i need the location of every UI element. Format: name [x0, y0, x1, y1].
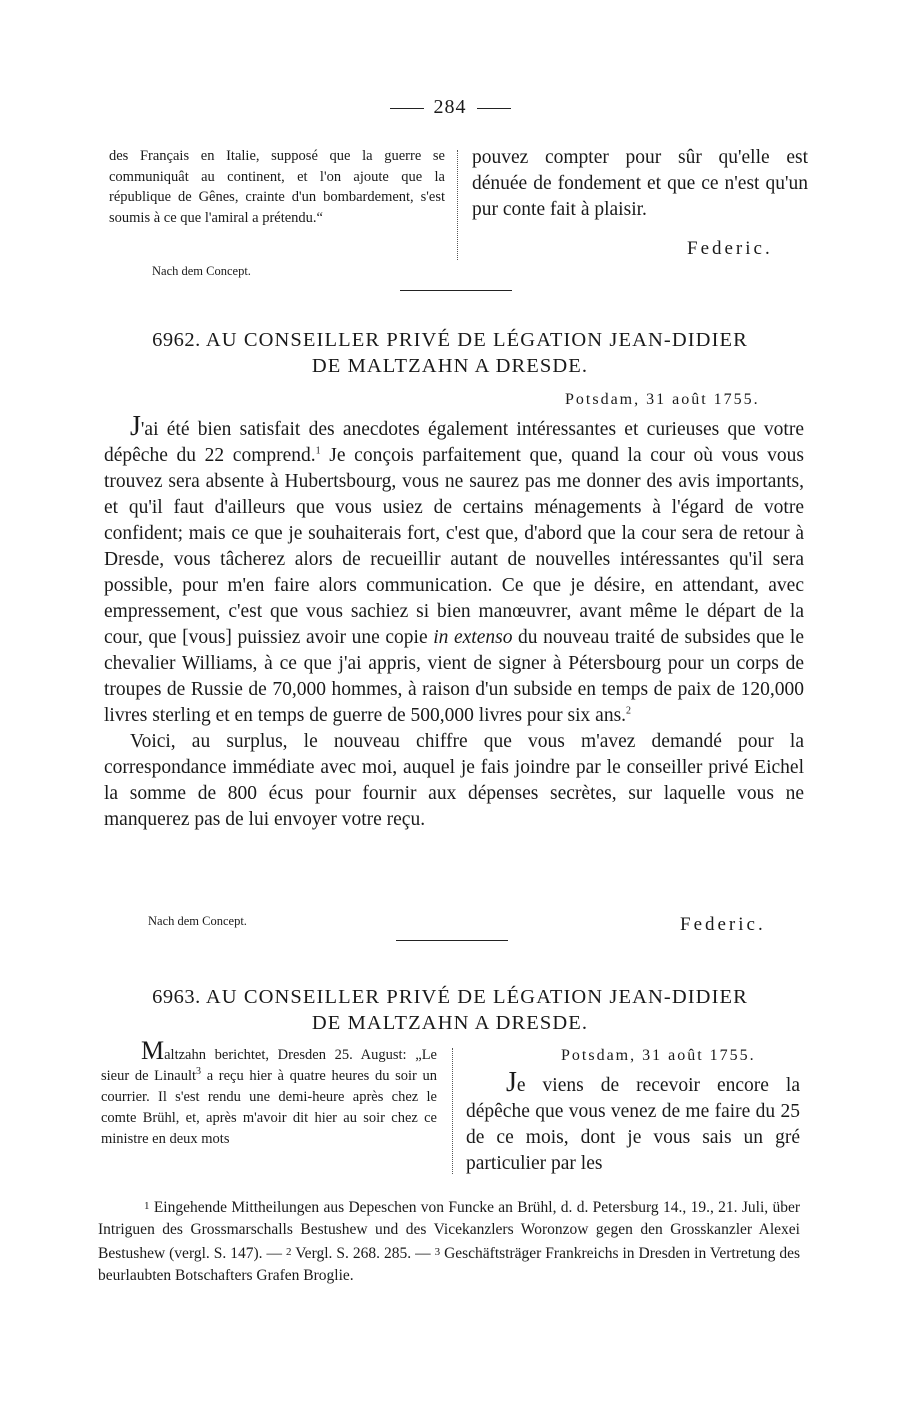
drop-initial: J — [506, 1067, 517, 1098]
page-number-dash-left — [390, 108, 424, 109]
letter-recipient: AU CONSEILLER PRIVÉ DE LÉGATION JEAN-DIDIER — [205, 986, 748, 1008]
separator-rule-1 — [400, 290, 512, 291]
top-right-signature: Federic. — [687, 238, 773, 259]
letter-6963-left-column — [101, 1036, 437, 1150]
top-left-source: Nach dem Concept. — [152, 264, 251, 278]
paragraph-text: 'ai été bien satisfait des anecdotes également intéressantes et curieuses que votre dépêche du 22 comprend. — [104, 419, 804, 466]
letter-6963-heading — [0, 984, 900, 1036]
footnote-number-3: 3 — [434, 1246, 441, 1258]
footnote-marker-3: 3 — [196, 1066, 202, 1078]
letter-recipient: AU CONSEILLER PRIVÉ DE LÉGATION JEAN-DIDIER — [205, 329, 748, 351]
top-right-text: pouvez compter pour sûr qu'elle est dénuée de fondement et que ce n'est qu'un pur conte fait à plaisir. — [472, 147, 808, 220]
footnote-text-3: Geschäftsträger Frankreichs in Dresden in Vertretung des beurlaubten Botschafters Grafen Broglie. — [98, 1245, 800, 1284]
drop-initial: M — [141, 1036, 165, 1065]
separator-rule-2 — [396, 940, 508, 941]
column-text: e viens de recevoir encore la dépêche que vous venez de me faire du 25 de ce mois, dont je vous sais un gré particulier par les — [466, 1075, 800, 1174]
page-number-dash-right — [477, 108, 511, 109]
letter-6962-signature: Federic. — [680, 914, 766, 935]
drop-initial: J — [130, 411, 141, 442]
letter-6962-source: Nach dem Concept. — [148, 914, 247, 928]
paragraph-text: Je conçois parfaitement que, quand la cour où vous vous trouvez sera absente à Hubertsbourg, vous ne saurez pas me donner des avis importants, et qu'il faut d'ailleurs que vous usiez de certains ménagements à l'égard de votre confident; mais ce que je souhaiterais fort, c'est que, d'abord que la cour sera de retour à Dresde, vous tâcherez alors de recueillir autant de nouvelles intéressantes qu'il sera possible, pour m'en faire alors communication. Ce que je désire, en attendant, avec empressement, c'est que vous sachiez si bien manœuvrer, avant même le départ de la cour, que [vous] puissiez avoir une copie — [104, 445, 804, 648]
footnotes — [98, 1195, 800, 1287]
letter-6962-heading-line1 — [0, 327, 900, 353]
letter-number: 6963. — [152, 986, 201, 1008]
footnote-number-2: 2 — [286, 1246, 292, 1258]
paragraph-text: du nouveau traité de subsides que le chevalier Williams, à ce que j'ai appris, vient de signer à Pétersbourg pour un corps de troupes de Russie de 70,000 hommes, à raison d'un subside en temps de paix de 120,000 livres sterling et en temps de guerre de 500,000 livres pour six ans. — [104, 627, 804, 726]
letter-6962-paragraph-2: Voici, au surplus, le nouveau chiffre que vous m'avez demandé pour la correspondance immédiate avec moi, auquel je fais joindre par le conseiller privé Eichel la somme de 800 écus pour fournir aux dépenses secrètes, sur laquelle vous ne manquerez pas de lui envoyer votre reçu. — [104, 731, 804, 830]
letter-6962-dateline: Potsdam, 31 août 1755. — [565, 391, 760, 408]
letter-6962-heading-line2: DE MALTZAHN A DRESDE. — [311, 355, 589, 377]
footnote-text-1: Eingehende Mittheilungen aus Depeschen von Funcke an Brühl, d. d. Petersburg 14., 19., 21. Juli, über Intriguen des Grossmarschalls Bestushew und des Vicekanzlers Woronzow gegen den Grosskanzler Alexei Bestushew (vergl. S. 147). — — [98, 1199, 800, 1262]
top-column-divider — [457, 150, 458, 260]
bottom-column-divider — [452, 1048, 453, 1174]
page-number-line — [0, 96, 900, 119]
top-left-column — [109, 146, 445, 228]
letter-number: 6962. — [152, 329, 201, 351]
footnote-marker-2: 2 — [626, 705, 632, 717]
letter-6962-body — [104, 411, 804, 833]
letter-6962-heading — [0, 327, 900, 379]
letter-6963-dateline: Potsdam, 31 août 1755. — [561, 1047, 756, 1064]
letter-6962-paragraph-1 — [104, 411, 804, 729]
column-text: a reçu hier à quatre heures du soir un courrier. Il s'est rendu une demi-heure après chez le comte Brühl, et, après m'avoir dit hier au soir chez ce ministre en deux mots — [101, 1068, 437, 1147]
column-text: altzahn berichtet, Dresden 25. August: „Le sieur de Linault — [101, 1047, 437, 1084]
page-number: 284 — [433, 96, 467, 118]
footnote-text-2: Vergl. S. 268. 285. — — [291, 1245, 435, 1262]
top-left-text: des Français en Italie, supposé que la guerre se communiquât au continent, et l'on ajoute que la république de Gênes, crainte d'un bombardement, s'est soumis à ce que l'amiral a prétendu.“ — [109, 148, 445, 226]
letter-6963-right-column — [466, 1067, 800, 1177]
top-right-column — [472, 145, 808, 223]
letter-6963-heading-line1 — [0, 984, 900, 1010]
footnote-number-1: 1 — [144, 1200, 150, 1212]
letter-6963-heading-line2: DE MALTZAHN A DRESDE. — [311, 1012, 589, 1034]
italic-phrase: in extenso — [433, 627, 513, 648]
footnote-marker-1: 1 — [315, 445, 321, 457]
